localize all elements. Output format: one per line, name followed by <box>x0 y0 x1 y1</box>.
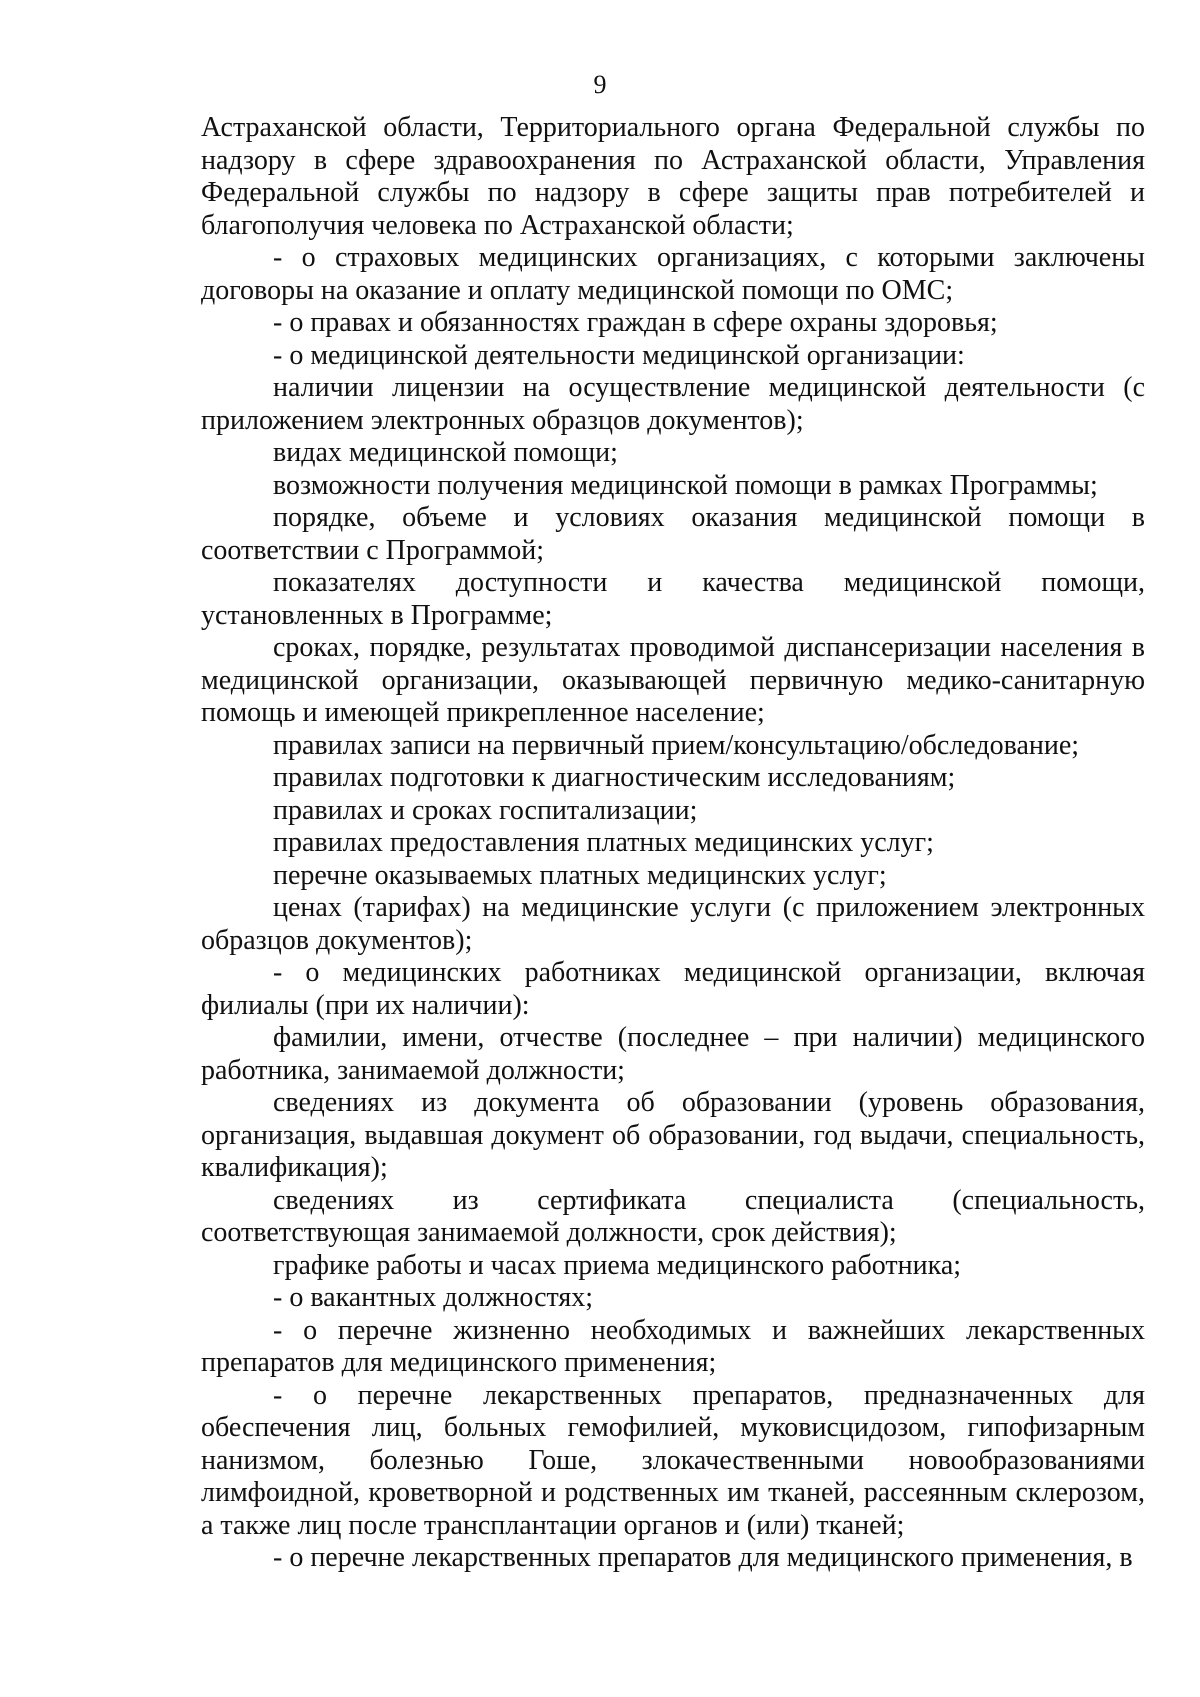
paragraph: ценах (тарифах) на медицинские услуги (с приложением электронных образцов документов); <box>201 892 1145 956</box>
paragraph: - о вакантных должностях; <box>273 1282 594 1313</box>
paragraph: порядке, объеме и условиях оказания медицинской помощи в соответствии с Программой; <box>201 502 1145 566</box>
paragraph: графике работы и часах приема медицинского работника; <box>273 1249 962 1281</box>
paragraph: - о перечне жизненно необходимых и важнейших лекарственных препаратов для медицинского применения; <box>201 1314 1145 1378</box>
page-number: 9 <box>593 70 607 99</box>
paragraph: возможности получения медицинской помощи в рамках Программы; <box>273 469 1098 501</box>
paragraph: правилах подготовки к диагностическим исследованиям; <box>273 762 956 793</box>
paragraph: - о страховых медицинских организациях, с которыми заключены договоры на оказание и оплату медицинской помощи по ОМС; <box>201 242 1145 306</box>
paragraph: Астраханской области, Территориального органа Федеральной службы по надзору в сфере здравоохранения по Астраханской области, Управления Федеральной службы по надзору в сфере защиты прав потребителей и благополучия человека по Астраханской области; <box>201 112 1145 241</box>
paragraph: - о перечне лекарственных препаратов, предназначенных для обеспечения лиц, больных гемофилией, муковисцидозом, гипофизарным нанизмом, болезнью Гоше, злокачественными новообразованиями лимфоидной, кроветворной и родственных им тканей, рассеянным склерозом, а также лиц после трансплантации органов и (или) тканей; <box>201 1379 1145 1541</box>
document-body <box>201 112 1145 1575</box>
paragraph: фамилии, имени, отчестве (последнее – при наличии) медицинского работника, занимаемой должности; <box>201 1022 1145 1086</box>
paragraph: видах медицинской помощи; <box>273 437 618 468</box>
paragraph: перечне оказываемых платных медицинских услуг; <box>273 859 887 891</box>
paragraph: - о медицинской деятельности медицинской организации: <box>273 339 965 371</box>
paragraph: сроках, порядке, результатах проводимой диспансеризации населения в медицинской организации, оказывающей первичную медико-санитарную помощь и имеющей прикрепленное население; <box>201 632 1145 728</box>
paragraph: наличии лицензии на осуществление медицинской деятельности (с приложением электронных образцов документов); <box>201 372 1145 436</box>
paragraph: сведениях из сертификата специалиста (специальность, соответствующая занимаемой должности, срок действия); <box>201 1184 1145 1248</box>
paragraph: правилах записи на первичный прием/консультацию/обследование; <box>273 729 1080 761</box>
paragraph: показателях доступности и качества медицинской помощи, установленных в Программе; <box>201 567 1145 631</box>
paragraph: правилах предоставления платных медицинских услуг; <box>273 827 934 858</box>
paragraph: - о правах и обязанностях граждан в сфере охраны здоровья; <box>273 307 998 338</box>
paragraph: - о медицинских работниках медицинской организации, включая филиалы (при их наличии): <box>201 957 1145 1021</box>
paragraph: - о перечне лекарственных препаратов для медицинского применения, в <box>273 1542 1133 1573</box>
paragraph: сведениях из документа об образовании (уровень образования, организация, выдавшая документ об образовании, год выдачи, специальность, квалификация); <box>201 1087 1145 1183</box>
paragraph: правилах и сроках госпитализации; <box>273 794 698 826</box>
